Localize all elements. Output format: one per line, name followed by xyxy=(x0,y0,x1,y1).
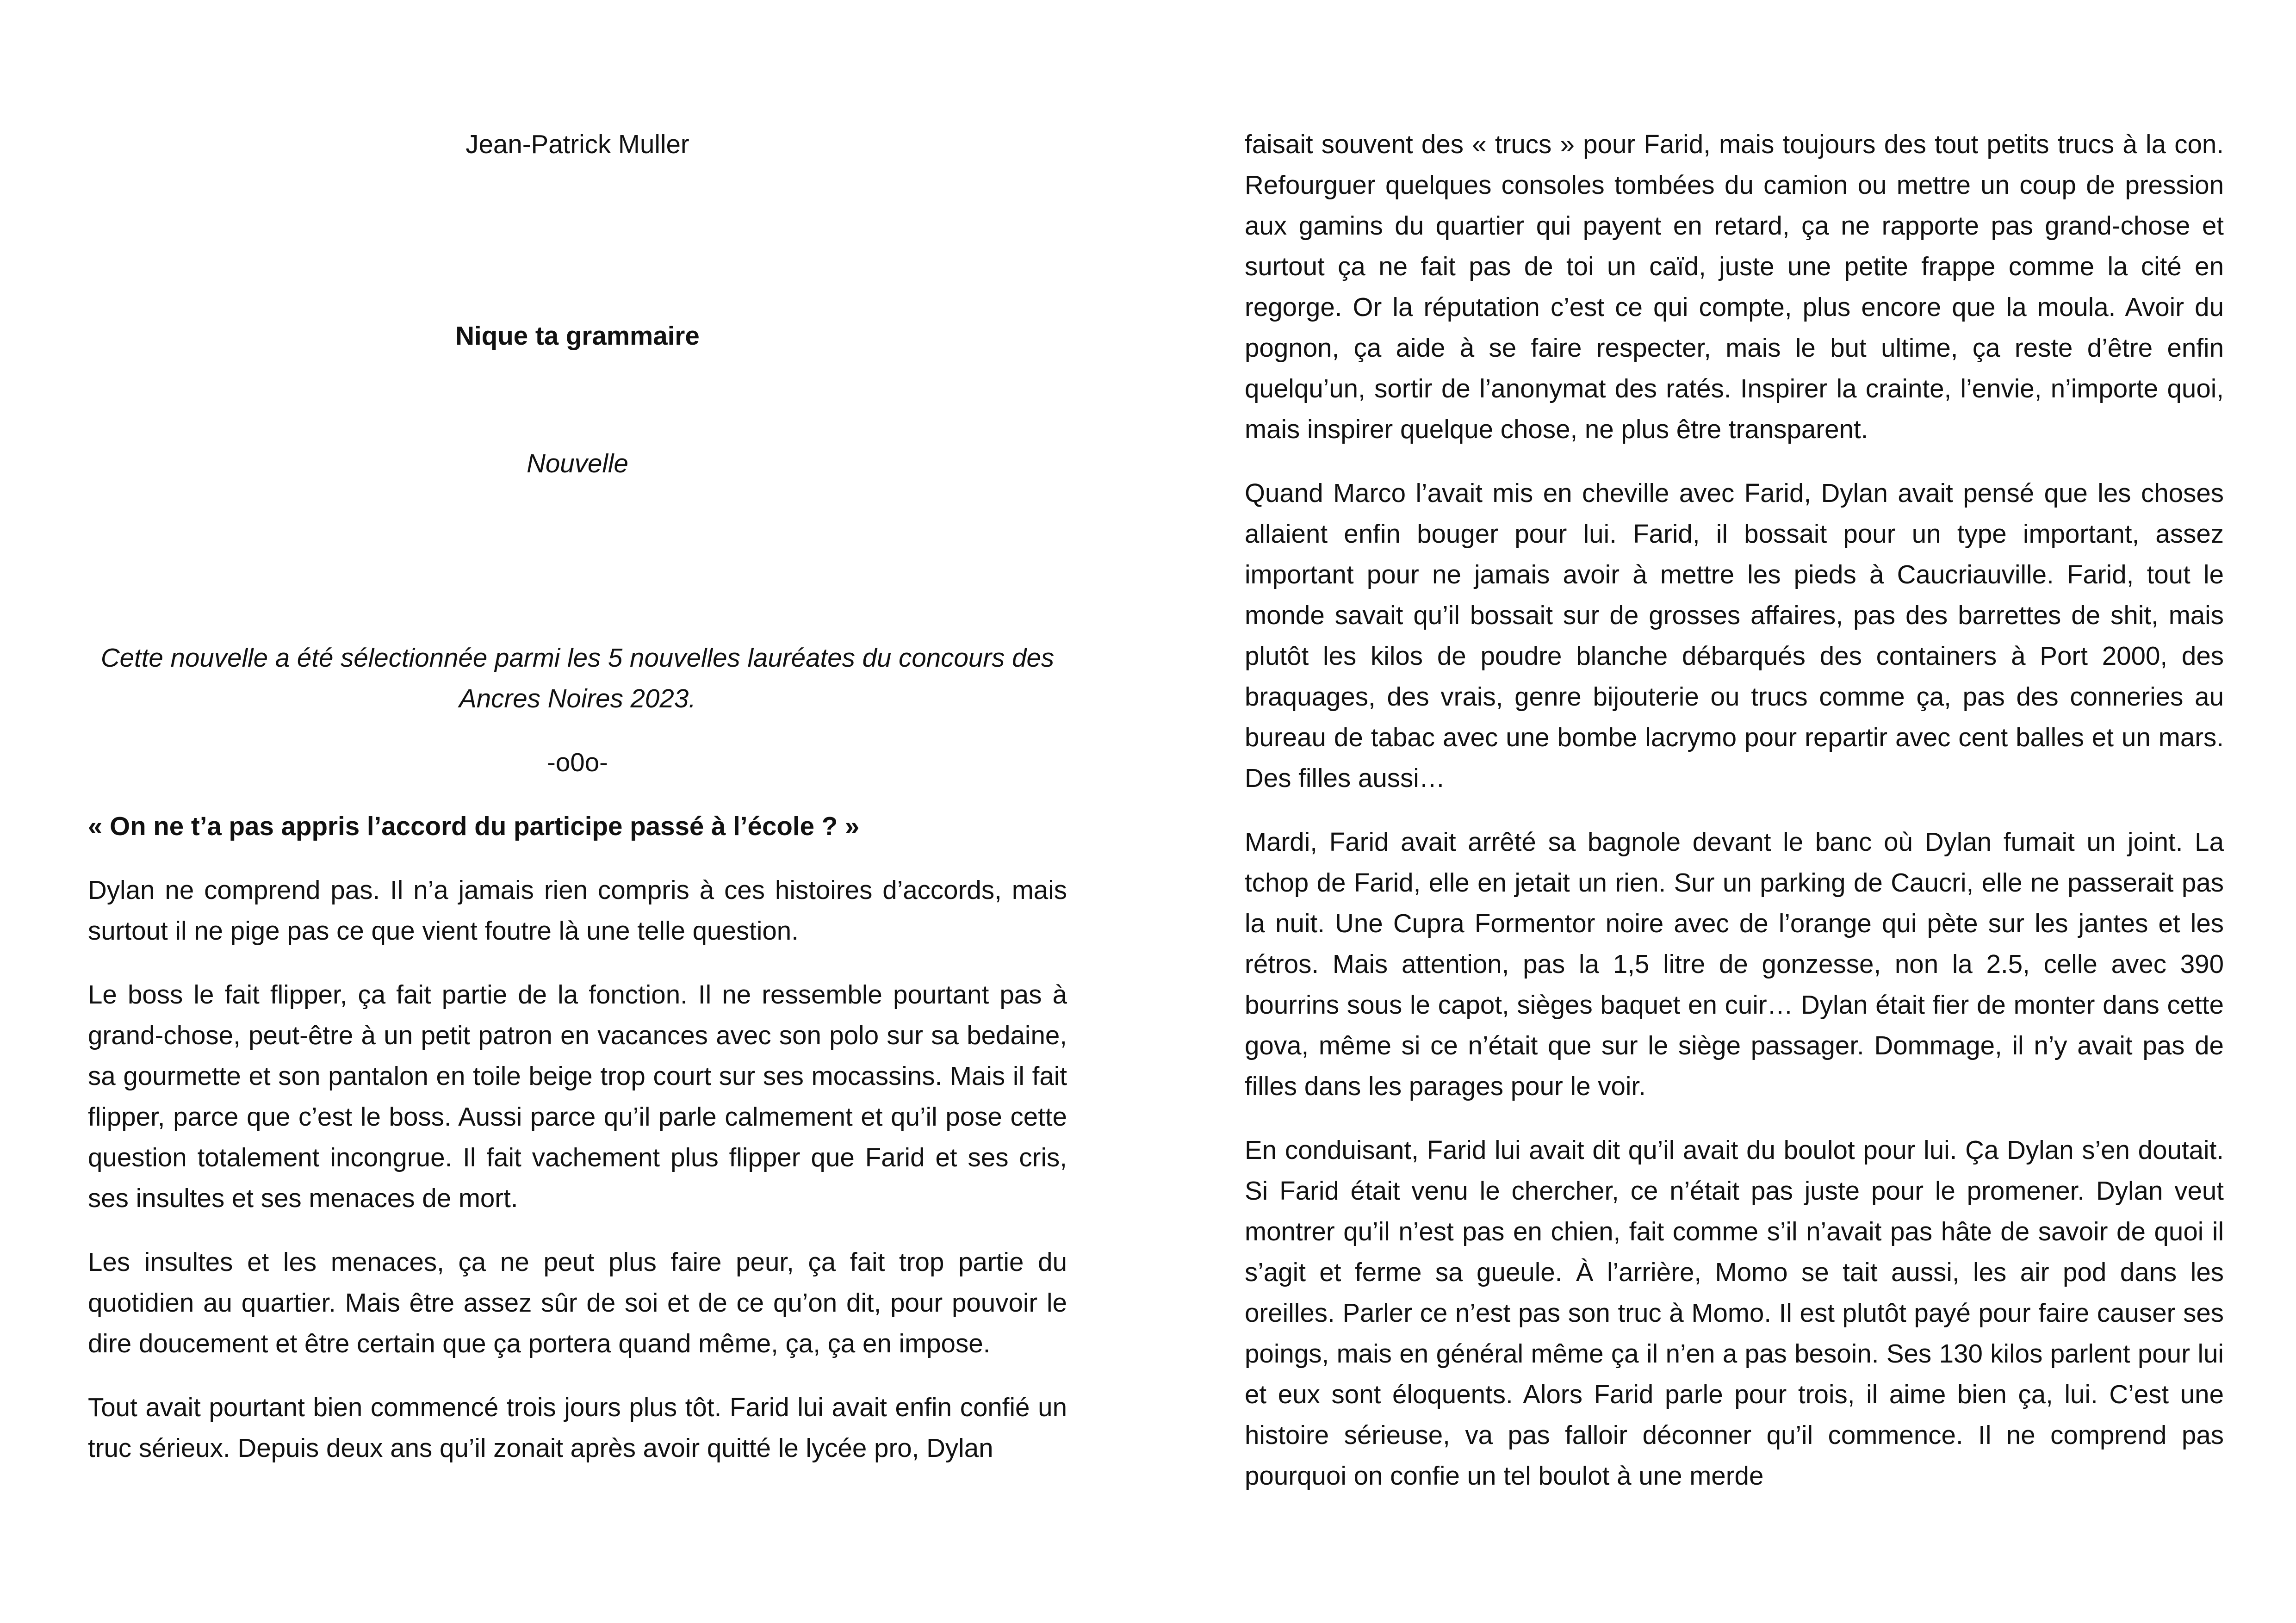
paragraph: Tout avait pourtant bien commencé trois jours plus tôt. Farid lui avait enfin confié un truc sérieux. Depuis deux ans qu’il zonait après avoir quitté le lycée pro, Dylan xyxy=(88,1393,1067,1462)
paragraph: Le boss le fait flipper, ça fait partie de la fonction. Il ne ressemble pourtant pas à grand-chose, peut-être à un petit patron en vacances avec son polo sur sa bedaine, sa gourmette et son pantalon en toile beige trop court sur ses mocassins. Mais il fait flipper, parce que c’est le boss. Aussi parce qu’il parle calmement et qu’il pose cette question totalement incongrue. Il fait vachement plus flipper que Farid et ses cris, ses insultes et ses menaces de mort. xyxy=(88,980,1067,1213)
paragraph: Les insultes et les menaces, ça ne peut plus faire peur, ça fait trop partie du quotidien au quartier. Mais être assez sûr de soi et de ce qu’on dit, pour pouvoir le dire doucement et être certain que ça portera quand même, ça, ça en impose. xyxy=(88,1247,1067,1358)
paragraph: En conduisant, Farid lui avait dit qu’il avait du boulot pour lui. Ça Dylan s’en doutait. Si Farid était venu le chercher, ce n’était pas juste pour le promener. Dylan veut montrer qu’il n’est pas en chien, fait comme s’il n’avait pas hâte de savoir de quoi il s’agit et ferme sa gueule. À l’arrière, Momo se tait aussi, les air pod dans les oreilles. Parler ce n’est pas son truc à Momo. Il est plutôt payé pour faire causer ses poings, mais en général même ça il n’en a pas besoin. Ses 130 kilos parlent pour lui et eux sont éloquents. Alors Farid parle pour trois, il aime bien ça, lui. C’est une histoire sérieuse, va pas falloir déconner qu’il commence. Il ne comprend pas pourquoi on confie un tel boulot à une merde xyxy=(1245,1135,2224,1490)
paragraph: faisait souvent des « trucs » pour Farid, mais toujours des tout petits trucs à la con. Refourguer quelques consoles tombées du camion ou mettre un coup de pression aux gamins du quartier qui payent en retard, ça ne rapporte pas grand-chose et surtout ça ne fait pas de toi un caïd, juste une petite frappe comme la cité en regorge. Or la réputation c’est ce qui compte, plus encore que la moula. Avoir du pognon, ça aide à se faire respecter, mais le but ultime, ça reste d’être enfin quelqu’un, sortir de l’anonymat des ratés. Inspirer la crainte, l’envie, n’importe quoi, mais inspirer quelque chose, ne plus être transparent. xyxy=(1245,130,2224,444)
paragraph: Dylan ne comprend pas. Il n’a jamais rien compris à ces histoires d’accords, mais surtout il ne pige pas ce que vient foutre là une telle question. xyxy=(88,875,1067,945)
section-separator: -o0o- xyxy=(547,748,608,777)
left-body-text xyxy=(88,806,1067,1492)
author-name: Jean-Patrick Muller xyxy=(465,130,689,159)
opening-quote: « On ne t’a pas appris l’accord du participe passé à l’école ? » xyxy=(88,812,860,841)
award-note: Cette nouvelle a été sélectionnée parmi les 5 nouvelles lauréates du concours des Ancres Noires 2023. xyxy=(100,643,1055,713)
paragraph: Mardi, Farid avait arrêté sa bagnole devant le banc où Dylan fumait un joint. La tchop de Farid, elle en jetait un rien. Sur un parking de Caucri, elle ne passerait pas la nuit. Une Cupra Formentor noire avec de l’orange qui pète sur les jantes et les rétros. Mais attention, pas la 1,5 litre de gonzesse, non la 2.5, celle avec 390 bourrins sous le capot, sièges baquet en cuir… Dylan était fier de monter dans cette gova, même si ce n’était que sur le siège passager. Dommage, il n’y avait pas de filles dans les parages pour le voir. xyxy=(1245,827,2224,1101)
genre-label: Nouvelle xyxy=(527,449,628,478)
paragraph: Quand Marco l’avait mis en cheville avec Farid, Dylan avait pensé que les choses allaient enfin bouger pour lui. Farid, il bossait pour un type important, assez important pour ne jamais avoir à mettre les pieds à Caucriauville. Farid, tout le monde savait qu’il bossait sur de grosses affaires, pas des barrettes de shit, mais plutôt les kilos de poudre blanche débarqués des containers à Port 2000, des braquages, des vrais, genre bijouterie ou trucs comme ça, pas des conneries au bureau de tabac avec une bombe lacrymo pour repartir avec cent balles et un mars. Des filles aussi… xyxy=(1245,478,2224,793)
right-body-text xyxy=(1245,124,2224,1519)
story-title: Nique ta grammaire xyxy=(455,321,700,350)
